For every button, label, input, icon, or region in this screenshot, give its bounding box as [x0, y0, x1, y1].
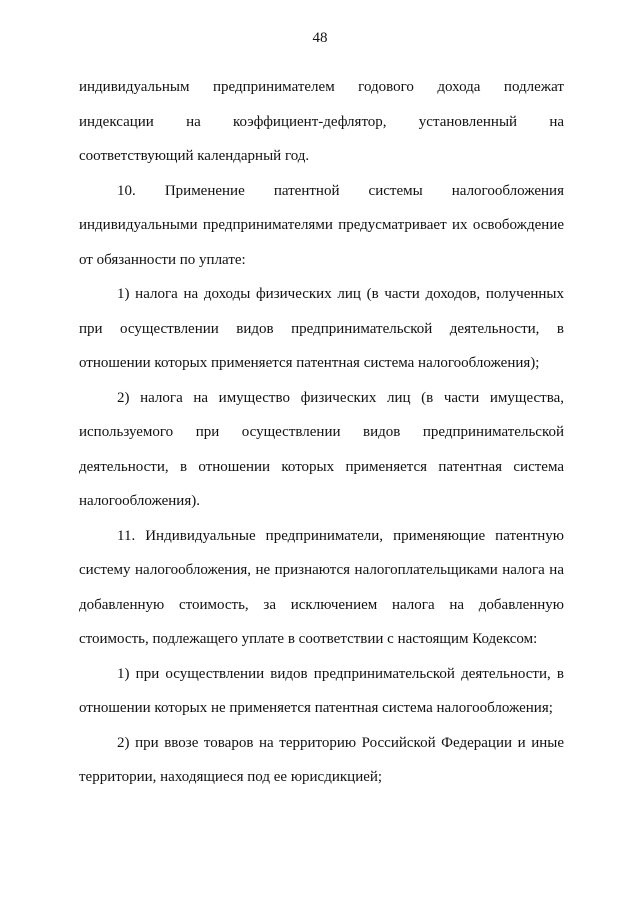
text-line: добавленную стоимость, за исключением налога на добавленную: [79, 596, 564, 613]
text-line: 11. Индивидуальные предприниматели, применяющие патентную: [117, 527, 564, 544]
paragraph: [79, 657, 564, 726]
text-line: 2) налога на имущество физических лиц (в части имущества,: [117, 389, 564, 406]
text-line: индивидуальным предпринимателем годового дохода подлежат: [79, 79, 564, 95]
text-line: 1) налога на доходы физических лиц (в части доходов, полученных: [117, 286, 564, 302]
text-line: стоимость, подлежащего уплате в соответствии с настоящим Кодексом:: [79, 631, 538, 647]
text-line: отношении которых не применяется патентная система налогообложения;: [79, 700, 553, 716]
paragraph: [79, 519, 564, 657]
text-line: 10. Применение патентной системы налогообложения: [117, 182, 564, 199]
text-line: при осуществлении видов предпринимательской деятельности, в: [79, 320, 564, 337]
text-line: отношении которых применяется патентная система налогообложения);: [79, 355, 540, 371]
text-line: индивидуальными предпринимателями предусматривает их освобождение: [79, 217, 564, 233]
paragraph: [79, 277, 564, 381]
text-line: индексации на коэффициент-дефлятор, установленный на: [79, 113, 564, 130]
text-line: от обязанности по уплате:: [79, 251, 246, 268]
page-number: 48: [312, 30, 328, 46]
text-line: деятельности, в отношении которых применяется патентная система: [79, 458, 564, 475]
text-line: территории, находящиеся под ее юрисдикцией;: [79, 769, 383, 785]
text-line: соответствующий календарный год.: [79, 148, 310, 164]
paragraph: [79, 70, 564, 174]
text-line: систему налогообложения, не признаются налогоплательщиками налога на: [79, 562, 564, 578]
text-line: 2) при ввозе товаров на территорию Российской Федерации и иные: [117, 734, 564, 751]
document-body: [79, 70, 564, 795]
paragraph: [79, 726, 564, 795]
text-line: используемого при осуществлении видов предпринимательской: [79, 424, 564, 440]
paragraph: [79, 174, 564, 278]
paragraph: [79, 381, 564, 519]
text-line: налогообложения).: [79, 493, 200, 509]
text-line: 1) при осуществлении видов предпринимательской деятельности, в: [117, 665, 564, 682]
